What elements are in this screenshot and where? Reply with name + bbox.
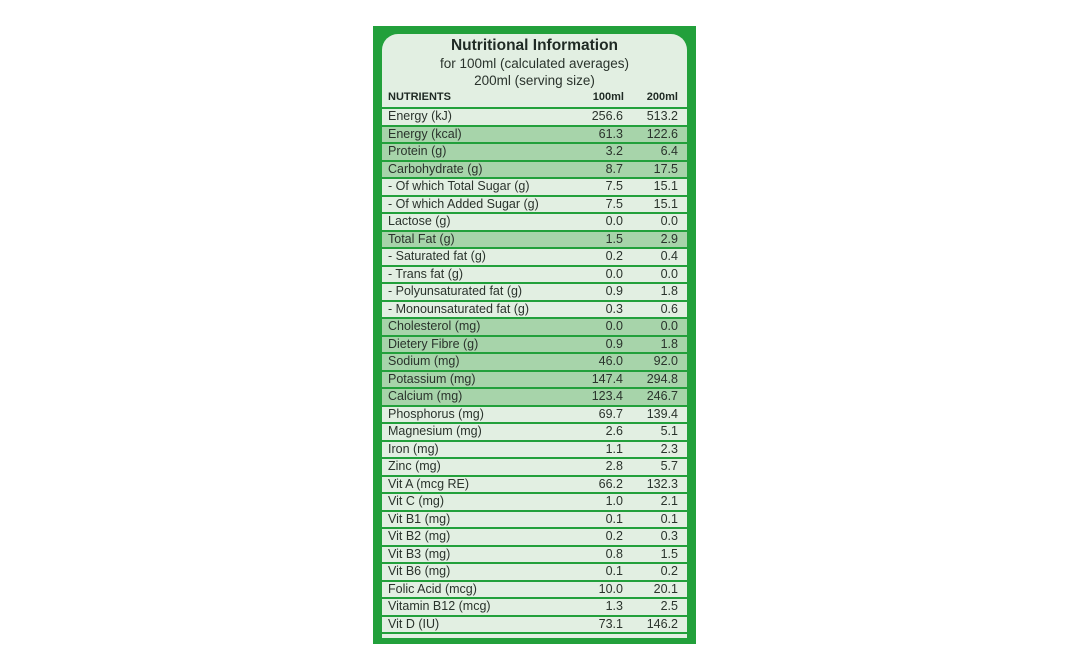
nutrient-name: Vit B2 (mg): [388, 529, 451, 543]
nutrient-name: Total Fat (g): [388, 231, 455, 246]
table-row: [382, 459, 687, 477]
table-row: [382, 302, 687, 320]
nutrient-name: Zinc (mg): [388, 459, 441, 473]
value-100ml: 1.1: [605, 441, 623, 456]
value-200ml: 6.4: [660, 144, 678, 158]
table-row: [382, 179, 687, 197]
nutrition-label: [373, 26, 696, 644]
value-200ml: 15.1: [653, 196, 678, 211]
nutrient-name: Energy (kcal): [388, 126, 462, 141]
value-200ml: 15.1: [653, 179, 678, 193]
table-header: [382, 91, 687, 105]
value-100ml: 1.0: [605, 494, 623, 508]
value-200ml: 92.0: [653, 354, 678, 368]
table-row: [382, 424, 687, 442]
value-200ml: 0.3: [660, 529, 678, 543]
nutrition-table-card: [382, 34, 687, 638]
value-200ml: 1.5: [660, 546, 678, 561]
nutrient-name: Vit B3 (mg): [388, 546, 451, 561]
table-row: [382, 144, 687, 162]
value-100ml: 0.0: [605, 214, 623, 228]
value-200ml: 122.6: [646, 126, 678, 141]
value-200ml: 17.5: [653, 161, 678, 176]
nutrient-name: Vit C (mg): [388, 494, 445, 508]
nutrient-name: Lactose (g): [388, 214, 451, 228]
value-100ml: 123.4: [591, 389, 623, 403]
value-200ml: 0.6: [660, 301, 678, 316]
value-100ml: 46.0: [598, 354, 623, 368]
table-row: [382, 162, 687, 180]
value-100ml: 0.1: [605, 511, 623, 526]
value-100ml: 7.5: [605, 196, 623, 211]
table-row: [382, 354, 687, 372]
table-row: [382, 599, 687, 617]
value-100ml: 0.0: [605, 319, 623, 333]
value-100ml: 0.0: [605, 266, 623, 281]
table-row: [382, 109, 687, 127]
nutrient-name: Vit B6 (mg): [388, 564, 451, 578]
nutrient-name: Calcium (mg): [388, 389, 463, 403]
value-200ml: 139.4: [646, 406, 678, 421]
nutrient-name: Carbohydrate (g): [388, 161, 483, 176]
value-200ml: 2.3: [660, 441, 678, 456]
table-row: [382, 267, 687, 285]
value-200ml: 5.7: [660, 459, 678, 473]
nutrient-name: Iron (mg): [388, 441, 439, 456]
table-row: [382, 337, 687, 355]
table-row: [382, 477, 687, 495]
label-subtitle-serving: 200ml (serving size): [474, 73, 595, 88]
table-row: [382, 232, 687, 250]
value-200ml: 0.0: [660, 319, 678, 333]
header-100ml: 100ml: [592, 91, 624, 103]
value-100ml: 66.2: [598, 476, 623, 491]
value-200ml: 0.2: [660, 564, 678, 578]
value-100ml: 147.4: [591, 371, 623, 386]
label-subtitle-per-100ml: for 100ml (calculated averages): [439, 56, 630, 71]
value-100ml: 8.7: [605, 161, 623, 176]
value-200ml: 0.1: [660, 511, 678, 526]
value-100ml: 0.1: [605, 564, 623, 578]
table-row: [382, 512, 687, 530]
nutrient-name: - Trans fat (g): [388, 266, 464, 281]
value-100ml: 2.6: [605, 424, 623, 438]
value-100ml: 1.3: [605, 599, 623, 613]
value-100ml: 3.2: [605, 144, 623, 158]
nutrient-name: - Of which Added Sugar (g): [388, 196, 539, 211]
value-200ml: 2.1: [660, 494, 678, 508]
table-row: [382, 529, 687, 547]
value-200ml: 294.8: [646, 371, 678, 386]
table-row: [382, 617, 687, 635]
nutrient-name: Protein (g): [388, 144, 447, 158]
value-200ml: 2.5: [660, 599, 678, 613]
nutrient-name: Folic Acid (mcg): [388, 581, 477, 596]
value-100ml: 0.8: [605, 546, 623, 561]
value-200ml: 132.3: [646, 476, 678, 491]
value-100ml: 0.3: [605, 301, 623, 316]
table-row: [382, 582, 687, 600]
value-100ml: 69.7: [598, 406, 623, 421]
nutrient-name: - Of which Total Sugar (g): [388, 179, 530, 193]
table-row: [382, 249, 687, 267]
nutrient-name: Vitamin B12 (mcg): [388, 599, 491, 613]
table-row: [382, 494, 687, 512]
value-200ml: 0.4: [660, 249, 678, 263]
value-200ml: 5.1: [660, 424, 678, 438]
nutrient-name: Vit B1 (mg): [388, 511, 451, 526]
table-row: [382, 214, 687, 232]
table-row: [382, 197, 687, 215]
table-row: [382, 389, 687, 407]
value-200ml: 513.2: [646, 109, 678, 123]
nutrient-name: Vit D (IU): [388, 616, 440, 631]
nutrient-name: Vit A (mcg RE): [388, 476, 470, 491]
nutrient-name: Dietery Fibre (g): [388, 336, 479, 351]
header-200ml: 200ml: [646, 91, 678, 103]
value-200ml: 0.0: [660, 214, 678, 228]
value-200ml: 1.8: [660, 284, 678, 298]
table-row: [382, 284, 687, 302]
table-row: [382, 442, 687, 460]
nutrient-name: Sodium (mg): [388, 354, 460, 368]
value-200ml: 146.2: [646, 616, 678, 631]
value-100ml: 0.9: [605, 284, 623, 298]
value-100ml: 61.3: [598, 126, 623, 141]
value-200ml: 20.1: [653, 581, 678, 596]
value-100ml: 0.2: [605, 529, 623, 543]
value-100ml: 0.2: [605, 249, 623, 263]
nutrient-name: - Saturated fat (g): [388, 249, 486, 263]
nutrient-name: Potassium (mg): [388, 371, 476, 386]
value-100ml: 10.0: [598, 581, 623, 596]
header-nutrients: NUTRIENTS: [388, 91, 451, 103]
table-row: [382, 372, 687, 390]
value-200ml: 0.0: [660, 266, 678, 281]
value-100ml: 73.1: [598, 616, 623, 631]
value-100ml: 1.5: [605, 231, 623, 246]
table-row: [382, 127, 687, 145]
value-200ml: 1.8: [660, 336, 678, 351]
value-200ml: 2.9: [660, 231, 678, 246]
table-row: [382, 407, 687, 425]
value-100ml: 2.8: [605, 459, 623, 473]
value-100ml: 0.9: [605, 336, 623, 351]
value-100ml: 256.6: [591, 109, 623, 123]
nutrient-name: - Polyunsaturated fat (g): [388, 284, 523, 298]
nutrient-name: Cholesterol (mg): [388, 319, 481, 333]
table-row: [382, 547, 687, 565]
nutrient-rows: [382, 107, 687, 634]
table-row: [382, 564, 687, 582]
nutrient-name: - Monounsaturated fat (g): [388, 301, 530, 316]
value-200ml: 246.7: [646, 389, 678, 403]
nutrient-name: Phosphorus (mg): [388, 406, 484, 421]
nutrient-name: Magnesium (mg): [388, 424, 482, 438]
value-100ml: 7.5: [605, 179, 623, 193]
nutrient-name: Energy (kJ): [388, 109, 452, 123]
table-row: [382, 319, 687, 337]
label-title: Nutritional Information: [450, 37, 619, 54]
